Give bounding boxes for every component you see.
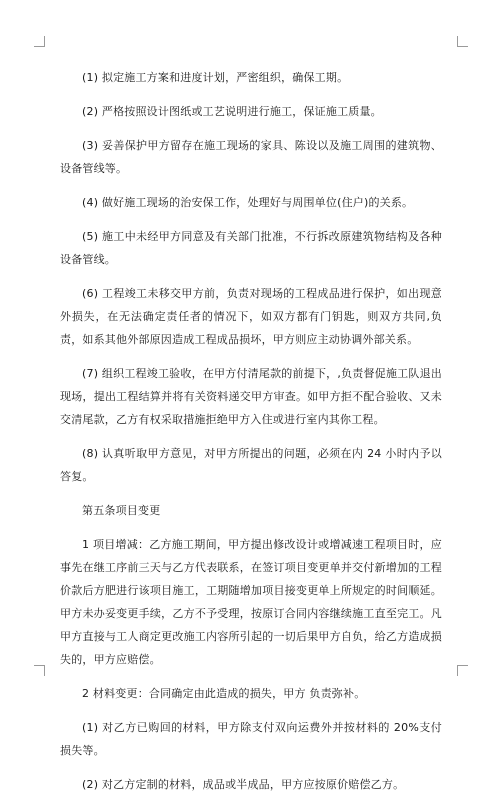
crop-mark-top-left [34,36,45,47]
crop-mark-bottom-right [457,665,468,676]
clause-item-6: (6) 工程竣工未移交甲方前，负责对现场的工程成品进行保护，如出现意外损失，在无法确定责任者的情况下，如双方都有门钥匙，则双方共同,负责，如系其他外部原因造成工程成品损坏，甲方则应主动协调外部关系。 [60,287,442,346]
material-item-1: (1) 对乙方已购回的材料，甲方除支付双向运费外并按材料的 20%支付损失等。 [60,721,442,757]
clause-item-3: (3) 妥善保护甲方留存在施工现场的家具、陈设以及施工周围的建筑物、设备管线等。 [60,139,442,175]
clause-item-4: (4) 做好施工现场的治安保工作，处理好与周围单位(住户)的关系。 [82,196,414,209]
crop-mark-bottom-left [34,665,45,676]
clause-item-5: (5) 施工中未经甲方同意及有关部门批准，不行拆改原建筑物结构及各种设备管线。 [60,230,442,266]
item-changes-paragraph: 1 项目增减：乙方施工期间，甲方提出修改设计或增减速工程项目时，应事先在继工序前三天与乙方代表联系，在签订项目变更单并交付新增加的工程价款后方肥进行该项目施工，工期随增加项目接变更单上所规定的时间顺延。甲方未办妥变更手续，乙方不予受理，按原订合同内容继续施工直至完工。凡甲方直接与工人商定更改施工内容所引起的一切后果甲方自负，给乙方造成损失的，甲方应赔偿。 [60,538,442,666]
crop-mark-top-right [457,36,468,47]
section-heading: 第五条项目变更 [82,504,161,517]
clause-item-7: (7) 组织工程竣工验收，在甲方付清尾款的前提下，,负责督促施工队退出现场，提出工程结算并将有关资料递交甲方审查。如甲方拒不配合验收、又未交清尾款，乙方有权采取措施拒绝甲方入住或进行室内其你工程。 [60,367,442,426]
material-item-2: (2) 对乙方定制的材料，成品或半成品，甲方应按原价赔偿乙方。 [82,778,405,791]
clause-item-2: (2) 严格按照设计图纸或工艺说明进行施工，保证施工质量。 [82,105,382,118]
clause-item-8: (8) 认真听取甲方意见，对甲方所提出的问题，必须在内 24 小时内予以答复。 [60,447,442,483]
material-changes-paragraph: 2 材料变更：合同确定由此造成的损失，甲方 负责弥补。 [82,687,366,700]
clause-item-1: (1) 拟定施工方案和进度计划，严密组织，确保工期。 [82,71,349,84]
document-page [60,66,442,807]
